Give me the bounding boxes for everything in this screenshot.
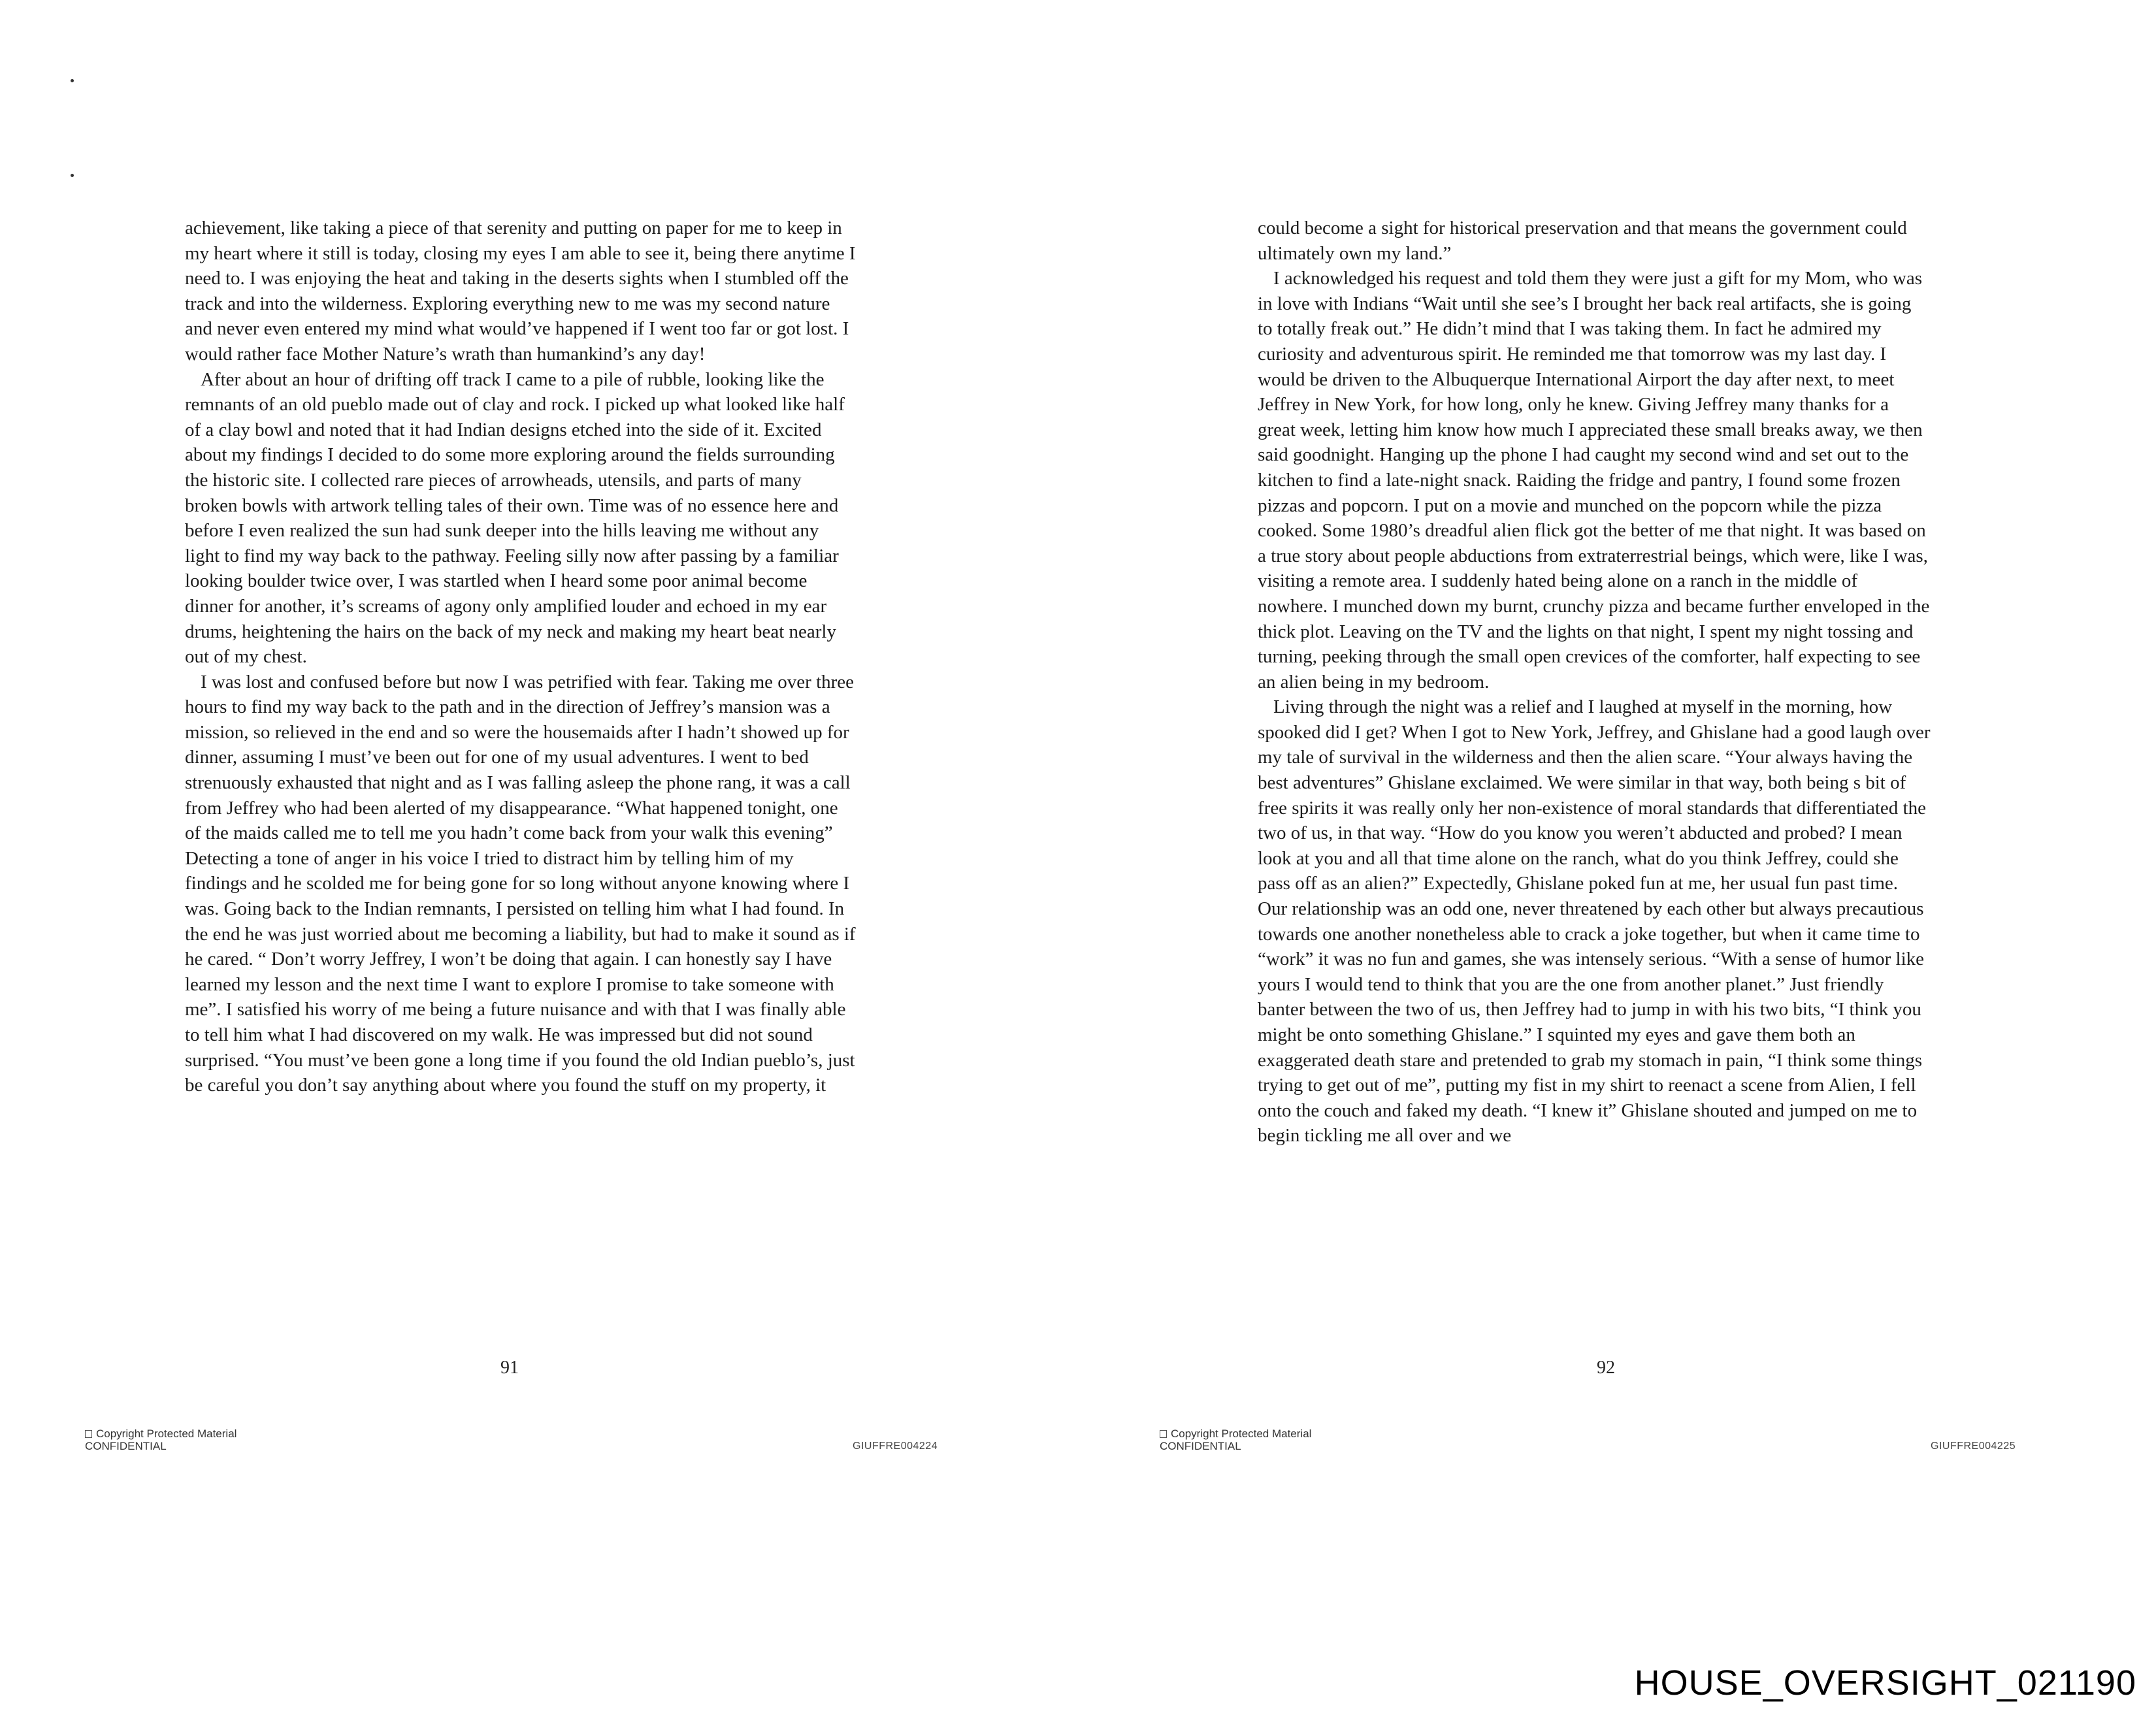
left-paragraph-1: achievement, like taking a piece of that serenity and putting on paper for me to keep in my heart where it still is today, closing my eyes I am able to see it, being there anytime I need to. I was enjoying the heat and taking in the deserts sights when I stumbled off the track and into the wilderness. Exploring everything new to me was my second nature and never even entered my mind what would’ve happened if I went too far or got lost. I would rather face Mother Nature’s wrath than humankind’s any day!: [185, 218, 856, 365]
right-bates-number: GIUFFRE004225: [1931, 1441, 2016, 1452]
left-footer-copyright-line: [85, 1427, 237, 1440]
left-footer-notice: [85, 1427, 237, 1452]
right-page: [1078, 0, 2156, 1711]
right-page-number: 92: [1597, 1358, 1615, 1378]
right-footer-confidential: CONFIDENTIAL: [1160, 1440, 1241, 1452]
right-footer-notice: [1160, 1427, 1311, 1452]
left-page-body: [185, 216, 858, 1098]
checkbox-glyph-icon: [85, 1430, 92, 1438]
right-paragraph-2: I acknowledged his request and told them they were just a gift for my Mom, who was in love with Indians “Wait until she see’s I brought her back real artifacts, she is going to totally freak out.” He didn’t mind that I was taking them. In fact he admired my curiosity and adventurous spirit. He reminded me that tomorrow was my last day. I would be driven to the Albuquerque International Airport the day after next, to meet Jeffrey in New York, for how long, only he knew. Giving Jeffrey many thanks for a great week, letting him know how much I appreciated these small breaks away, we then said goodnight. Hanging up the phone I had caught my second wind and set out to the kitchen to find a late-night snack. Raiding the fridge and pantry, I found some frozen pizzas and popcorn. I put on a movie and munched on the popcorn while the pizza cooked. Some 1980’s dreadful alien flick got the better of me that night. It was based on a true story about people abductions from extraterrestrial beings, which were, like I was, visiting a remote area. I suddenly hated being alone on a ranch in the middle of nowhere. I munched down my burnt, crunchy pizza and became further enveloped in the thick plot. Leaving on the TV and the lights on that night, I spent my night tossing and turning, peeking through the small open crevices of the comforter, half expecting to see an alien being in my bedroom.: [1258, 268, 1930, 693]
left-page-number: 91: [500, 1358, 519, 1378]
left-bates-number: GIUFFRE004224: [853, 1441, 938, 1452]
left-paragraph-3: I was lost and confused before but now I was petrified with fear. Taking me over three hours to find my way back to the path and in the direction of Jeffrey’s mansion was a mission, so relieved in the end and so were the housemaids after I hadn’t showed up for dinner, assuming I must’ve been out for one of my usual adventures. I went to bed strenuously exhausted that night and as I was falling asleep the phone rang, it was a call from Jeffrey who had been alerted of my disappearance. “What happened tonight, one of the maids called me to tell me you hadn’t come back from your walk this evening” Detecting a tone of anger in his voice I tried to distract him by telling him of my findings and he scolded me for being gone for so long without anyone knowing where I was. Going back to the Indian remnants, I persisted on telling him what I had found. In the end he was just worried about me becoming a liability, but had to make it sound as if he cared. “ Don’t worry Jeffrey, I won’t be doing that again. I can honestly say I have learned my lesson and the next time I want to explore I promise to take someone with me”. I satisfied his worry of me being a future nuisance and with that I was finally able to tell him what I had discovered on my walk. He was impressed but did not sound surprised. “You must’ve been gone a long time if you found the old Indian pueblo’s, just be careful you don’t say anything about where you found the stuff on my property, it: [185, 671, 856, 1096]
left-paragraph-2: After about an hour of drifting off track I came to a pile of rubble, looking like the remnants of an old pueblo made out of clay and rock. I picked up what looked like half of a clay bowl and noted that it had Indian designs etched into the side of it. Excited about my findings I decided to do some more exploring around the fields surrounding the historic site. I collected rare pieces of arrowheads, utensils, and parts of many broken bowls with artwork telling tales of their own. Time was of no essence here and before I even realized the sun had sunk deeper into the hills leaving me without any light to find my way back to the pathway. Feeling silly now after passing by a familiar looking boulder twice over, I was startled when I heard some poor animal become dinner for another, it’s screams of agony only amplified louder and echoed in my ear drums, heightening the hairs on the back of my neck and making my heart beat nearly out of my chest.: [185, 368, 845, 668]
right-paragraph-1: could become a sight for historical preservation and that means the government could ultimately own my land.”: [1258, 218, 1907, 264]
right-page-body: [1258, 216, 1931, 1149]
right-footer-copyright: Copyright Protected Material: [1171, 1427, 1312, 1440]
oversight-stamp: HOUSE_OVERSIGHT_021190: [1634, 1663, 2136, 1703]
left-footer-copyright: Copyright Protected Material: [96, 1427, 237, 1440]
left-footer-confidential: CONFIDENTIAL: [85, 1440, 167, 1452]
scan-speck: [71, 174, 74, 177]
right-paragraph-3: Living through the night was a relief and I laughed at myself in the morning, how spooked did I get? When I got to New York, Jeffrey, and Ghislane had a good laugh over my tale of survival in the wilderness and then the alien scare. “Your always having the best adventures” Ghislane exclaimed. We were similar in that way, both being s bit of free spirits it was really only her non-existence of moral standards that differentiated the two of us, in that way. “How do you know you weren’t abducted and probed? I mean look at you and all that time alone on the ranch, what do you think Jeffrey, could she pass off as an alien?” Expectedly, Ghislane poked fun at me, her usual fun past time. Our relationship was an odd one, never threatened by each other but always precautious towards one another nonetheless able to crack a joke together, but when it came time to “work” it was no fun and games, she was intensely serious. “With a sense of humor like yours I would tend to think that you are the one from another planet.” Just friendly banter between the two of us, then Jeffrey had to jump in with his two bits, “I think you might be onto something Ghislane.” I squinted my eyes and gave them both an exaggerated death stare and pretended to grab my stomach in pain, “I think some things trying to get out of me”, putting my fist in my shirt to reenact a scene from Alien, I fell onto the couch and faked my death. “I knew it” Ghislane shouted and jumped on me to begin tickling me all over and we: [1258, 696, 1931, 1147]
right-footer-copyright-line: [1160, 1427, 1311, 1440]
scan-speck: [71, 79, 74, 82]
checkbox-glyph-icon: [1160, 1430, 1167, 1438]
